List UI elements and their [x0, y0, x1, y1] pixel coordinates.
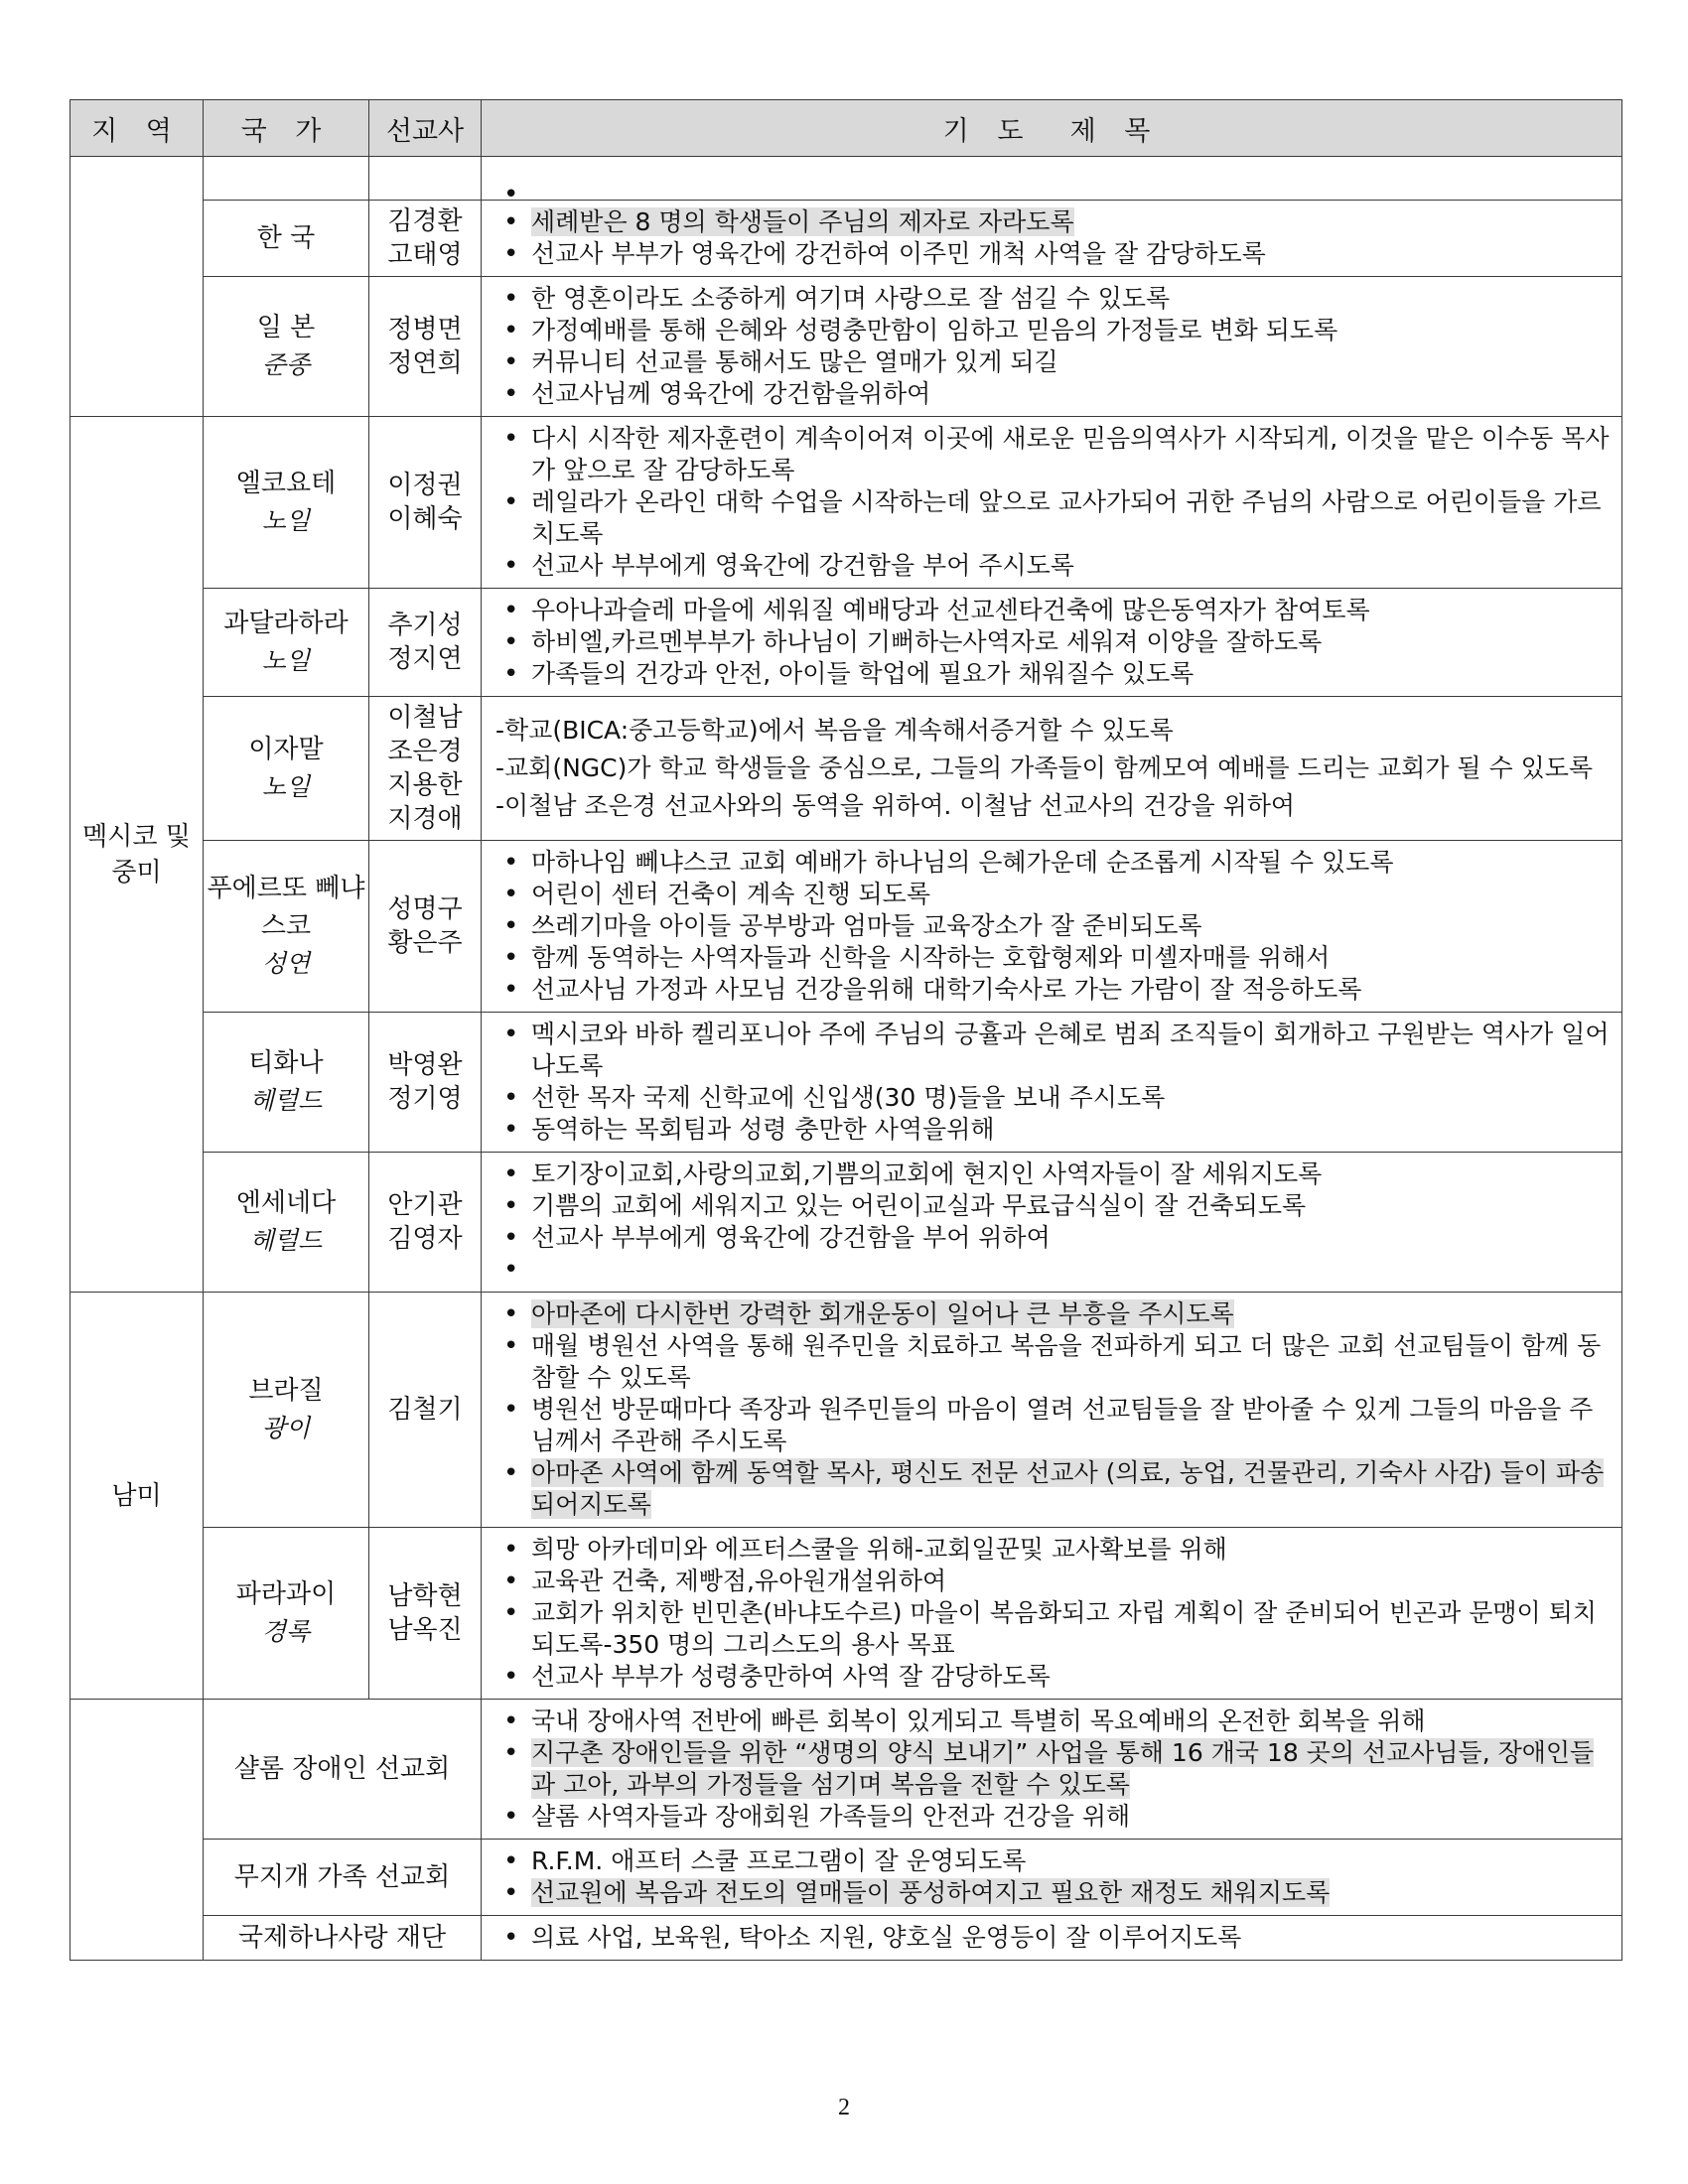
- prayer-item: • 선교사 부부가 영육간에 강건하여 이주민 개척 사역을 잘 감당하도록: [495, 238, 1610, 270]
- missionary-name: 김경환: [387, 206, 463, 236]
- country-sub: 경록: [261, 1617, 311, 1646]
- country-cell: [204, 1013, 369, 1153]
- prayer-item: • 샬롬 사역자들과 장애회원 가족들의 안전과 건강을 위해: [495, 1801, 1610, 1833]
- missionary-name: 정지연: [387, 644, 463, 674]
- country-name: 티화나: [248, 1048, 324, 1078]
- table-row: [70, 1840, 1622, 1916]
- prayer-cell: [482, 1293, 1622, 1528]
- missionary-name: 남학현: [387, 1581, 463, 1611]
- prayer-cell: [482, 157, 1622, 201]
- prayer-cell: [482, 1840, 1622, 1916]
- prayer-document: [70, 99, 1621, 1961]
- prayer-cell: [482, 417, 1622, 589]
- prayer-item: • R.F.M. 애프터 스쿨 프로그램이 잘 운영되도록: [495, 1845, 1610, 1877]
- country-sub: 노일: [261, 646, 311, 675]
- prayer-item: • 토기장이교회,사랑의교회,기쁨의교회에 현지인 사역자들이 잘 세워지도록: [495, 1159, 1610, 1190]
- country-sub: 준종: [261, 350, 311, 379]
- missionary-name: 안기관: [387, 1190, 463, 1220]
- missionary-name: 김철기: [387, 1395, 463, 1425]
- country-name: 파라과이: [235, 1579, 337, 1609]
- prayer-item: • 가족들의 건강과 안전, 아이들 학업에 필요가 채워질수 있도록: [495, 658, 1610, 690]
- prayer-item: • 아마존에 다시한번 강력한 회개운동이 일어나 큰 부흥을 주시도록: [495, 1298, 1610, 1330]
- table-row: [70, 417, 1622, 589]
- prayer-item: • 다시 시작한 제자훈련이 계속이어져 이곳에 새로운 믿음의역사가 시작되게, 이것을 맡은 이수동 목사가 앞으로 잘 감당하도록: [495, 423, 1610, 486]
- country-cell: [204, 697, 369, 841]
- country-sub: 헤럴드: [249, 1226, 323, 1255]
- prayer-item: • 희망 아카데미와 에프터스쿨을 위해-교회일꾼및 교사확보를 위해: [495, 1534, 1610, 1566]
- country-cell: [204, 1153, 369, 1293]
- header-region: 지 역: [70, 100, 204, 157]
- missionary-name: 성명구: [387, 894, 463, 924]
- missionary-cell: [369, 417, 482, 589]
- region-cell: [70, 417, 204, 1293]
- country-sub: 헤럴드: [249, 1086, 323, 1115]
- prayer-item: • 선교사 부부에게 영육간에 강건함을 부어 주시도록: [495, 550, 1610, 582]
- country-name: 이자말: [248, 735, 324, 764]
- missionary-name: 황은주: [387, 928, 463, 958]
- country-name: 브라질: [248, 1376, 324, 1406]
- organization-name: 국제하나사랑 재단: [237, 1923, 447, 1953]
- prayer-item: • 하비엘,카르멘부부가 하나님이 기뻐하는사역자로 세워져 이양을 잘하도록: [495, 626, 1610, 658]
- prayer-item: • 아마존 사역에 함께 동역할 목사, 평신도 전문 선교사 (의료, 농업, 건물관리, 기숙사 사감) 들이 파송되어지도록: [495, 1457, 1610, 1521]
- missionary-name: 김영자: [387, 1224, 463, 1254]
- missionary-name: 지경애: [387, 804, 463, 834]
- prayer-item: -이철남 조은경 선교사와의 동역을 위하여. 이철남 선교사의 건강을 위하여: [495, 791, 1296, 820]
- region-name: 남미: [111, 1480, 162, 1511]
- prayer-cell: [482, 697, 1622, 841]
- country-name: 일 본: [256, 313, 316, 342]
- country-name: 엘코요테: [235, 469, 337, 498]
- country-cell: [204, 277, 369, 417]
- prayer-item: • 멕시코와 바하 켈리포니아 주에 주님의 긍휼과 은혜로 범죄 조직들이 회개하고 구원받는 역사가 일어나도록: [495, 1019, 1610, 1082]
- country-cell: [204, 841, 369, 1013]
- missionary-cell: [369, 589, 482, 697]
- missionary-name: 고태영: [387, 240, 463, 270]
- page-number: 2: [838, 2095, 850, 2120]
- missionary-name: 남옥진: [387, 1615, 463, 1645]
- prayer-item: • 가정예배를 통해 은혜와 성령충만함이 임하고 믿음의 가정들로 변화 되도록: [495, 315, 1610, 346]
- prayer-item: • 매월 병원선 사역을 통해 원주민을 치료하고 복음을 전파하게 되고 더 많은 교회 선교팀들이 함께 동참할 수 있도록: [495, 1330, 1610, 1394]
- missionary-cell: [369, 1528, 482, 1700]
- organization-name: 무지개 가족 선교회: [233, 1862, 451, 1892]
- missionary-name: 이철남: [387, 703, 463, 733]
- country-name: 푸에르또 뻬냐스코: [207, 874, 365, 941]
- table-row: [70, 277, 1622, 417]
- missionary-cell: [369, 697, 482, 841]
- prayer-item: -교회(NGC)가 학교 학생들을 중심으로, 그들의 가족들이 함께모여 예배를 드리는 교회가 될 수 있도록: [495, 753, 1594, 782]
- missionary-cell: [369, 841, 482, 1013]
- table-header-row: [70, 100, 1622, 157]
- missionary-cell: [369, 277, 482, 417]
- prayer-item: • 커뮤니티 선교를 통해서도 많은 열매가 있게 되길: [495, 346, 1610, 378]
- country-name: 과달라하라: [223, 609, 349, 638]
- missionary-name: 박영완: [387, 1050, 463, 1080]
- country-cell: [204, 201, 369, 277]
- table-row: [70, 1700, 1622, 1840]
- prayer-cell: [482, 277, 1622, 417]
- region-cell-blank: [70, 1700, 204, 1961]
- prayer-item: • 세례받은 8 명의 학생들이 주님의 제자로 자라도록: [495, 206, 1610, 238]
- country-cell: [204, 1293, 369, 1528]
- prayer-item: • 지구촌 장애인들을 위한 “생명의 양식 보내기” 사업을 통해 16 개국 18 곳의 선교사님들, 장애인들과 고아, 과부의 가정들을 섬기며 복음을 전할 수 있도록: [495, 1737, 1610, 1801]
- missionary-name: 추기성: [387, 611, 463, 640]
- country-sub: 노일: [261, 506, 311, 535]
- table-row: [70, 1916, 1622, 1961]
- prayer-item: • 기쁨의 교회에 세워지고 있는 어린이교실과 무료급식실이 잘 건축되도록: [495, 1190, 1610, 1222]
- prayer-item: • 레일라가 온라인 대학 수업을 시작하는데 앞으로 교사가되어 귀한 주님의 사람으로 어린이들을 가르치도록: [495, 486, 1610, 550]
- header-prayer: 기 도 제 목: [482, 100, 1622, 157]
- prayer-cell: [482, 1528, 1622, 1700]
- country-name: 엔세네다: [235, 1188, 337, 1218]
- prayer-item: • 선교사 부부에게 영육간에 강건함을 부어 위하여: [495, 1222, 1610, 1254]
- missionary-cell: [369, 1293, 482, 1528]
- missionary-name: 정연희: [387, 348, 463, 378]
- prayer-item: [495, 1254, 1610, 1286]
- table-row: [70, 157, 1622, 201]
- table-row: [70, 841, 1622, 1013]
- prayer-cell: [482, 841, 1622, 1013]
- missionary-cell-blank: [369, 157, 482, 201]
- missionary-cell: [369, 1153, 482, 1293]
- country-name: 한 국: [256, 223, 316, 253]
- prayer-item: • 쓰레기마을 아이들 공부방과 엄마들 교육장소가 잘 준비되도록: [495, 910, 1610, 942]
- missionary-cell: [369, 1013, 482, 1153]
- prayer-item: • 동역하는 목회팀과 성령 충만한 사역을위해: [495, 1114, 1610, 1146]
- prayer-item: • 어린이 센터 건축이 계속 진행 되도록: [495, 879, 1610, 910]
- prayer-cell: [482, 1153, 1622, 1293]
- prayer-cell: [482, 1916, 1622, 1961]
- region-cell-blank: [70, 157, 204, 417]
- prayer-item: • 병원선 방문때마다 족장과 원주민들의 마음이 열려 선교팀들을 잘 받아줄 수 있게 그들의 마음을 주님께서 주관해 주시도록: [495, 1394, 1610, 1457]
- region-cell: [70, 1293, 204, 1700]
- prayer-item: • 선교사 부부가 성령충만하여 사역 잘 감당하도록: [495, 1661, 1610, 1693]
- prayer-item: • 마하나임 뻬냐스코 교회 예배가 하나님의 은혜가운데 순조롭게 시작될 수 있도록: [495, 847, 1610, 879]
- prayer-item: • 선교원에 복음과 전도의 열매들이 풍성하여지고 필요한 재정도 채워지도록: [495, 1877, 1610, 1909]
- missionary-name: 정병면: [387, 315, 463, 344]
- table-row: [70, 1153, 1622, 1293]
- missionary-name: 이혜숙: [387, 504, 463, 534]
- prayer-item: • 교육관 건축, 제빵점,유아원개설위하여: [495, 1566, 1610, 1597]
- prayer-cell: [482, 1700, 1622, 1840]
- header-country: 국 가: [204, 100, 369, 157]
- missionary-name: 정기영: [387, 1084, 463, 1114]
- prayer-item: • 교회가 위치한 빈민촌(바냐도수르) 마을이 복음화되고 자립 계획이 잘 준비되어 빈곤과 문맹이 퇴치되도록-350 명의 그리스도의 용사 목표: [495, 1597, 1610, 1661]
- table-row: [70, 589, 1622, 697]
- missionary-name: 지용한: [387, 770, 463, 800]
- country-sub: 성연: [261, 949, 311, 978]
- table-row: [70, 697, 1622, 841]
- country-cell: [204, 417, 369, 589]
- table-row: [70, 201, 1622, 277]
- missionary-cell: [369, 201, 482, 277]
- organization-cell: [204, 1700, 482, 1840]
- country-sub: 노일: [261, 772, 311, 801]
- prayer-table: [70, 99, 1622, 1961]
- prayer-item: • 국내 장애사역 전반에 빠른 회복이 있게되고 특별히 목요예배의 온전한 회복을 위해: [495, 1706, 1610, 1737]
- missionary-name: 이정권: [387, 471, 463, 500]
- prayer-item: • 선한 목자 국제 신학교에 신입생(30 명)들을 보내 주시도록: [495, 1082, 1610, 1114]
- missionary-name: 조은경: [387, 737, 463, 766]
- country-cell: [204, 589, 369, 697]
- organization-name: 샬롬 장애인 선교회: [233, 1754, 451, 1784]
- prayer-item: • 의료 사업, 보육원, 탁아소 지원, 양호실 운영등이 잘 이루어지도록: [495, 1922, 1610, 1954]
- prayer-item: • 선교사님께 영육간에 강건함을위하여: [495, 378, 1610, 410]
- region-name: 멕시코 및 중미: [82, 821, 191, 887]
- country-sub: 광이: [261, 1414, 311, 1442]
- prayer-item: • 선교사님 가정과 사모님 건강을위해 대학기숙사로 가는 가람이 잘 적응하도록: [495, 974, 1610, 1006]
- country-cell: [204, 1528, 369, 1700]
- table-row: [70, 1013, 1622, 1153]
- prayer-cell: [482, 589, 1622, 697]
- prayer-item: • 한 영혼이라도 소중하게 여기며 사랑으로 잘 섬길 수 있도록: [495, 283, 1610, 315]
- prayer-item: • 함께 동역하는 사역자들과 신학을 시작하는 호합형제와 미셸자매를 위해서: [495, 942, 1610, 974]
- organization-cell: [204, 1916, 482, 1961]
- prayer-item: • 우아나과슬레 마을에 세워질 예배당과 선교센타건축에 많은동역자가 참여토록: [495, 595, 1610, 626]
- organization-cell: [204, 1840, 482, 1916]
- prayer-item: -학교(BICA:중고등학교)에서 복음을 계속해서증거할 수 있도록: [495, 716, 1174, 745]
- country-cell-blank: [204, 157, 369, 201]
- prayer-cell: [482, 1013, 1622, 1153]
- table-row: [70, 1528, 1622, 1700]
- header-missionary: 선교사: [369, 100, 482, 157]
- prayer-cell: [482, 201, 1622, 277]
- table-row: [70, 1293, 1622, 1528]
